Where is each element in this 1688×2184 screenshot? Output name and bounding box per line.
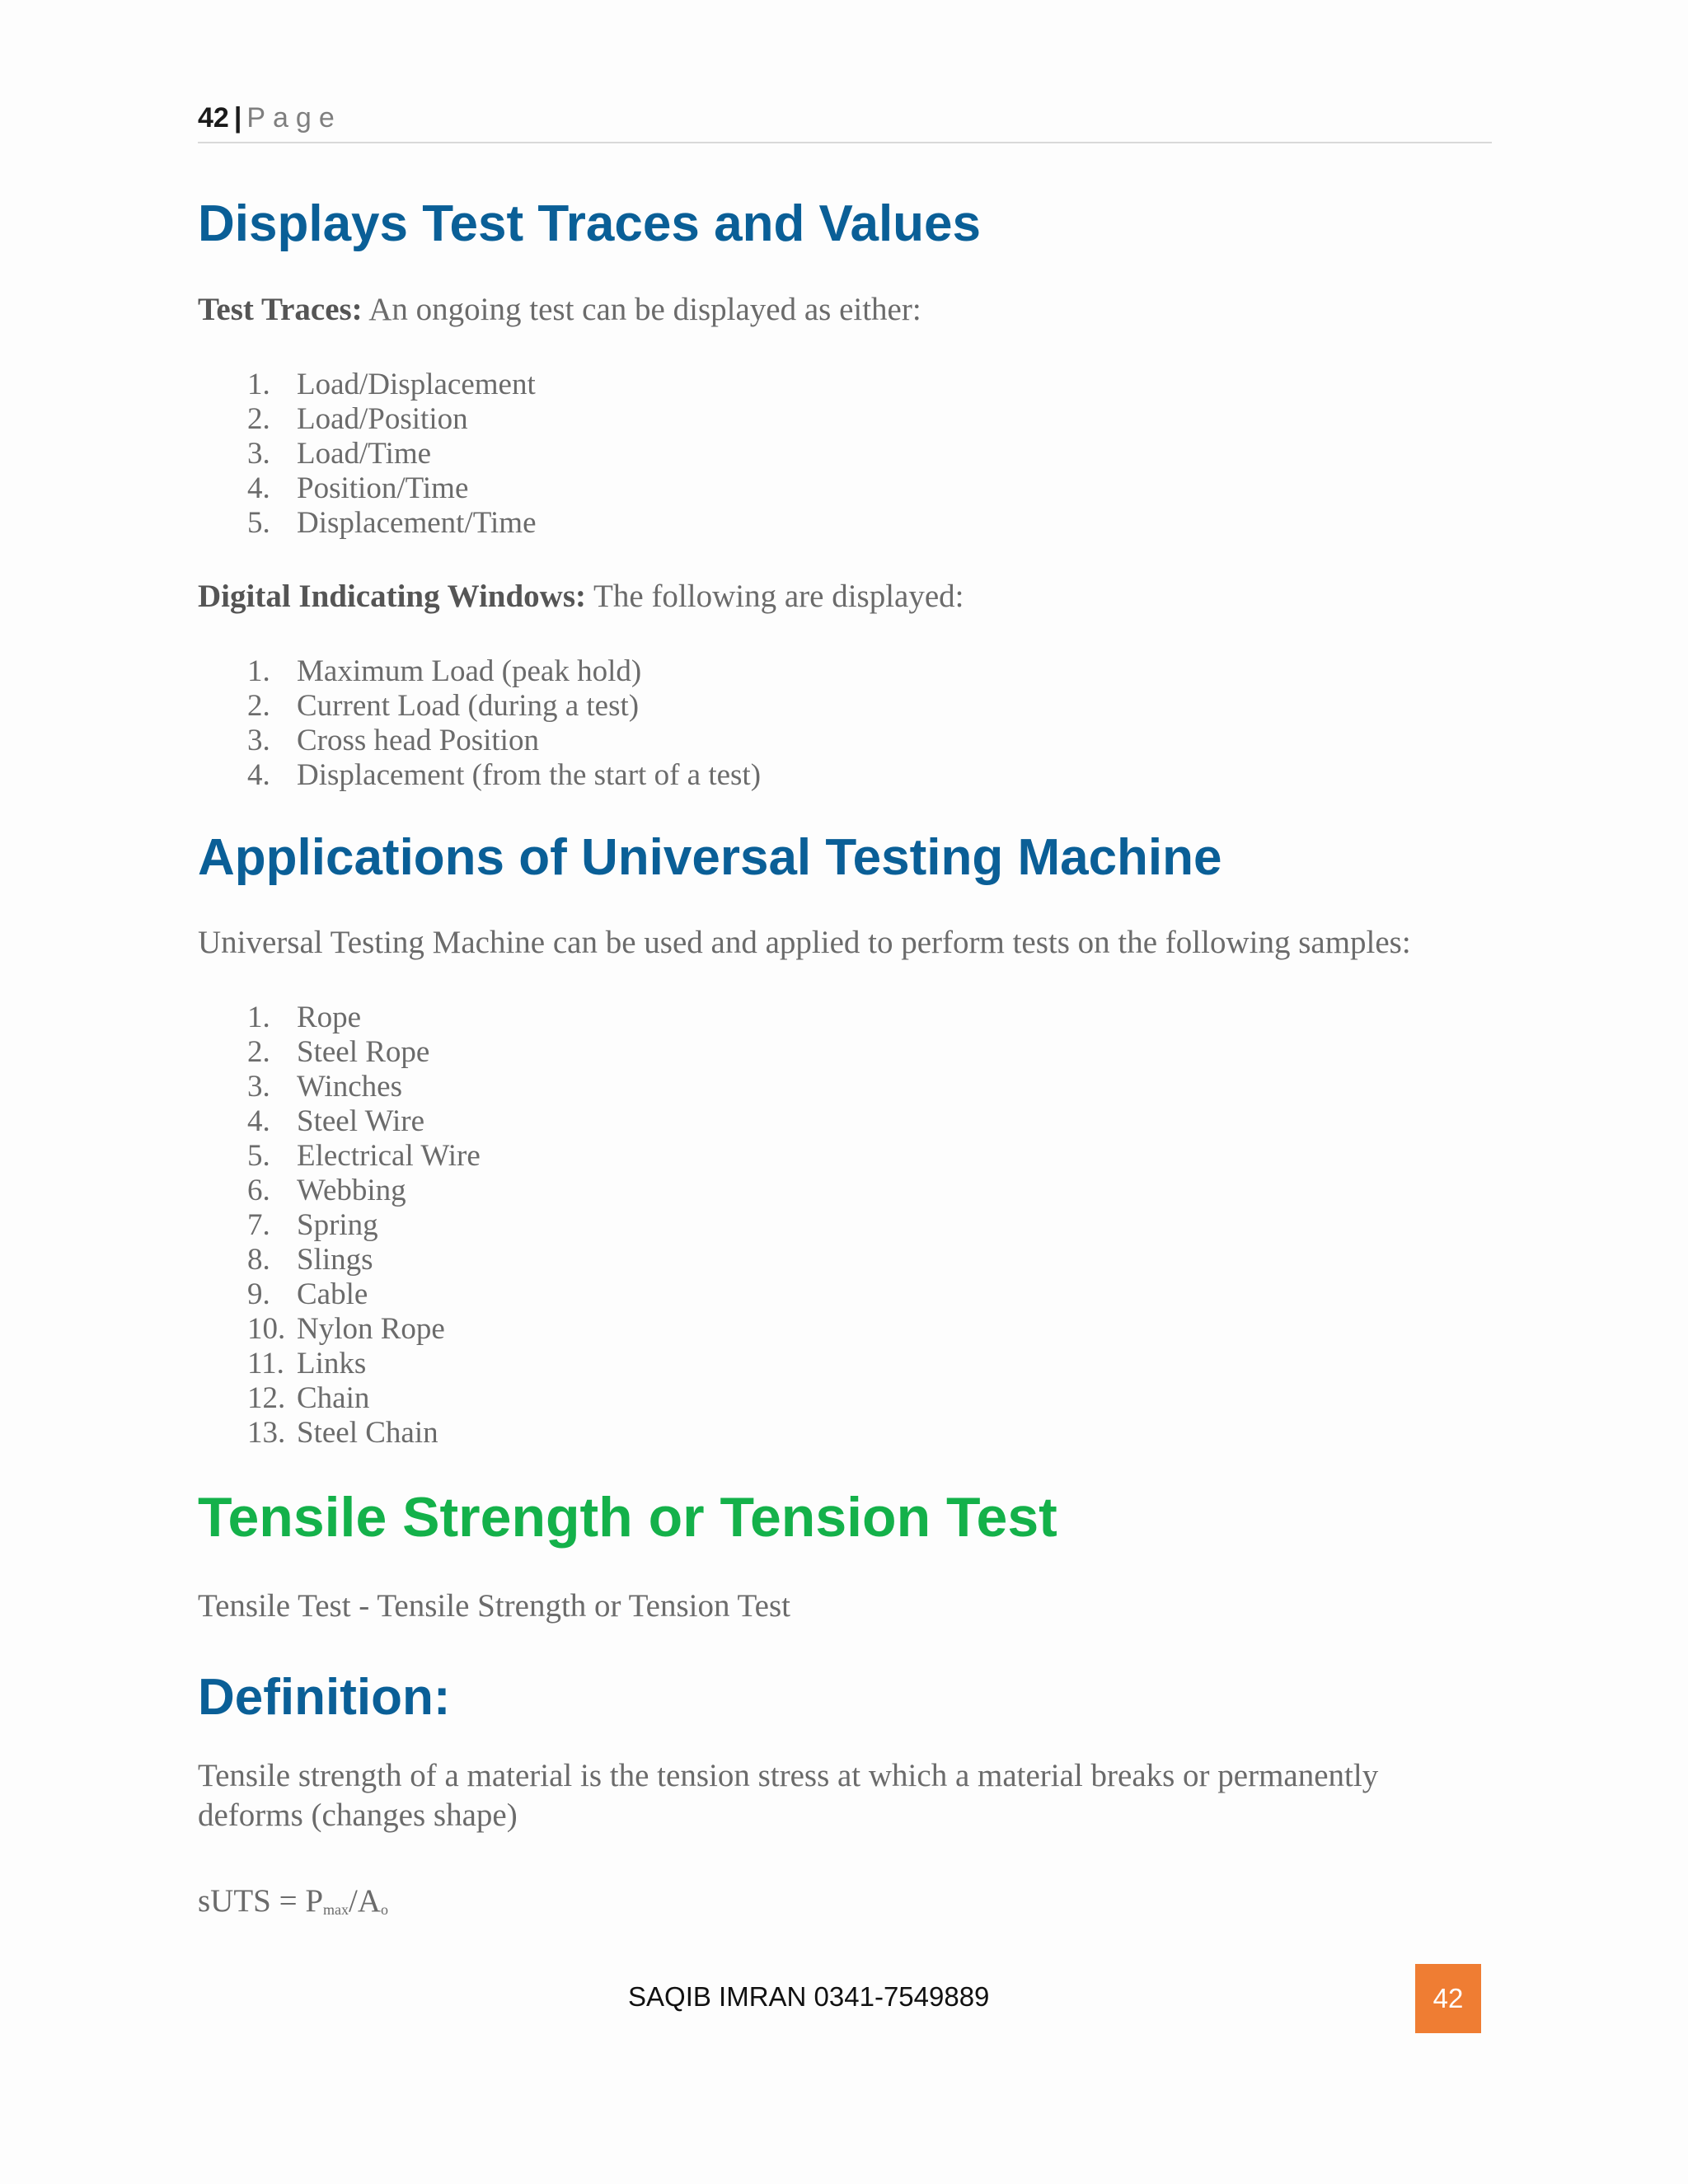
list-item-number: 2. [247, 1035, 270, 1069]
heading-applications: Applications of Universal Testing Machine [198, 829, 1222, 886]
paragraph-tensile-subtitle: Tensile Test - Tensile Strength or Tension Test [198, 1588, 790, 1624]
formula-lhs: sUTS = P [198, 1883, 324, 1919]
list-item-number: 3. [247, 1070, 270, 1104]
label-test-traces: Test Traces: [198, 292, 363, 327]
list-item-text: Cross head Position [297, 724, 539, 757]
footer-page-number: 42 [1415, 1964, 1481, 2033]
list-item-number: 2. [247, 689, 270, 723]
list-item-number: 12. [247, 1381, 286, 1415]
text-test-traces: An ongoing test can be displayed as either: [362, 292, 921, 327]
list-item-text: Winches [297, 1070, 402, 1104]
list-item-number: 1. [247, 1001, 270, 1034]
paragraph-test-traces [198, 290, 921, 330]
list-item-number: 4. [247, 471, 270, 505]
list-item-text: Current Load (during a test) [297, 689, 640, 723]
list-item-text: Position/Time [297, 471, 469, 505]
footer-author: SAQIB IMRAN 0341-7549889 [628, 1981, 990, 2012]
list-item-number: 7. [247, 1208, 270, 1242]
list-item-text: Load/Displacement [297, 368, 536, 401]
list-item-text: Displacement (from the start of a test) [297, 758, 762, 792]
paragraph-applications-intro: Universal Testing Machine can be used and applied to perform tests on the following samples: [198, 925, 1411, 960]
header-page-number: 42 [198, 102, 229, 134]
list-item-text: Steel Wire [297, 1104, 425, 1138]
header-page-word: Page [246, 102, 342, 134]
list-item-text: Links [297, 1347, 367, 1380]
list-item-text: Webbing [297, 1174, 406, 1207]
list-item-number: 9. [247, 1277, 270, 1311]
heading-definition: Definition: [198, 1669, 451, 1726]
list-item-number: 5. [247, 1139, 270, 1173]
list-item-text: Nylon Rope [297, 1312, 445, 1346]
formula-uts [198, 1882, 388, 1929]
paragraph-definition: Tensile strength of a material is the tension stress at which a material breaks or permanently deforms (changes shape) [198, 1758, 1379, 1833]
list-item-text: Maximum Load (peak hold) [297, 654, 642, 688]
list-item-text: Steel Chain [297, 1416, 438, 1450]
list-item-text: Rope [297, 1001, 362, 1034]
list-item-text: Displacement/Time [297, 506, 537, 540]
formula-mid: /A [349, 1883, 382, 1919]
page-header [198, 97, 1492, 143]
list-item-number: 6. [247, 1174, 270, 1207]
list-item-number: 3. [247, 437, 270, 471]
text-digital-windows: The following are displayed: [586, 579, 964, 614]
list-item-number: 5. [247, 506, 270, 540]
list-item-number: 11. [247, 1347, 284, 1380]
list-item-number: 8. [247, 1243, 270, 1277]
list-item-text: Steel Rope [297, 1035, 430, 1069]
list-item-number: 10. [247, 1312, 286, 1346]
list-item-text: Electrical Wire [297, 1139, 481, 1173]
formula-sub-o: o [381, 1901, 389, 1918]
list-item-text: Load/Position [297, 402, 468, 436]
list-item-text: Slings [297, 1243, 373, 1277]
list-item-text: Load/Time [297, 437, 432, 471]
list-item-number: 2. [247, 402, 270, 436]
formula-sub-max: max [323, 1901, 349, 1918]
list-item-text: Chain [297, 1381, 370, 1415]
list-item-number: 3. [247, 724, 270, 757]
label-digital-windows: Digital Indicating Windows: [198, 579, 587, 614]
list-item-number: 1. [247, 368, 270, 401]
list-item-number: 4. [247, 1104, 270, 1138]
heading-test-traces: Displays Test Traces and Values [198, 195, 982, 252]
list-item-text: Cable [297, 1277, 368, 1311]
paragraph-digital-windows [198, 577, 964, 616]
list-item-number: 13. [247, 1416, 286, 1450]
heading-tensile-strength: Tensile Strength or Tension Test [198, 1486, 1057, 1549]
list-item-number: 1. [247, 654, 270, 688]
list-item-text: Spring [297, 1208, 378, 1242]
list-item-number: 4. [247, 758, 270, 792]
header-separator: | [233, 102, 242, 134]
